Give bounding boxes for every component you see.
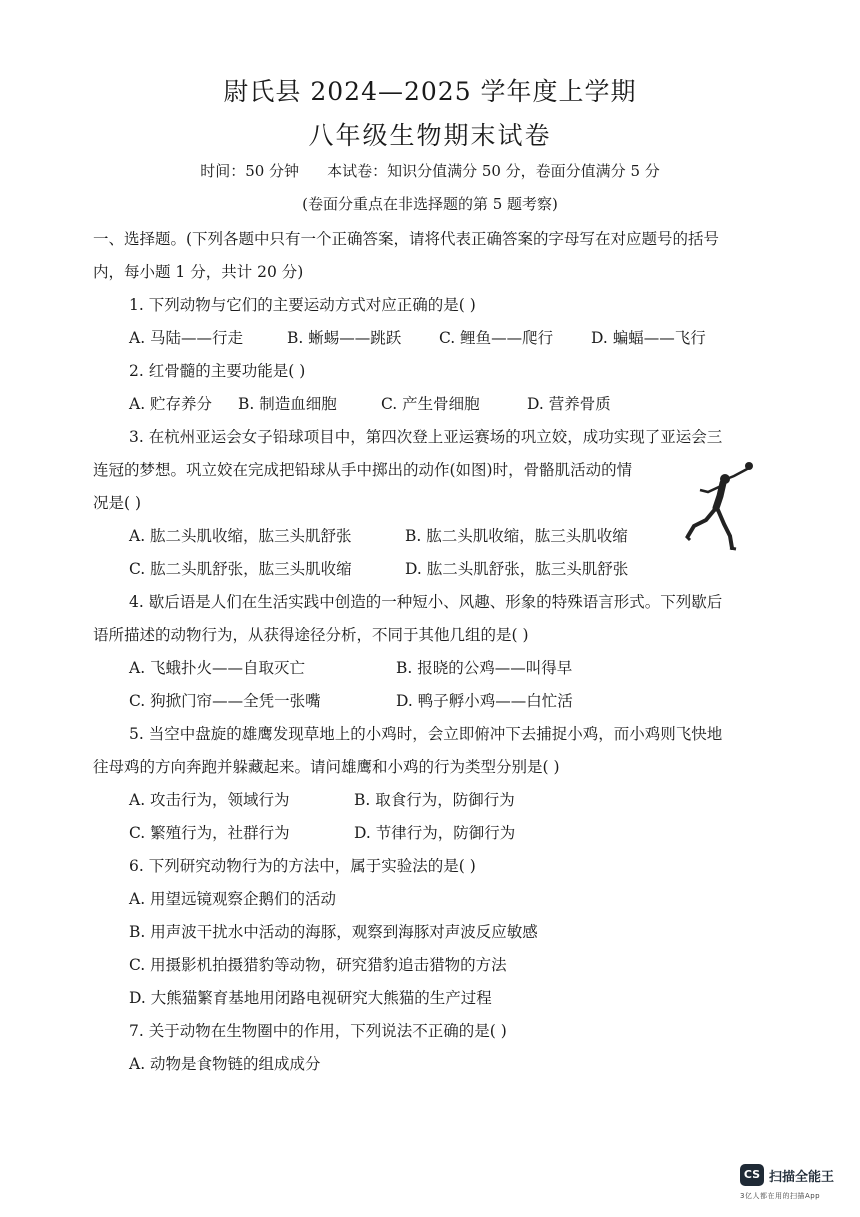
exam-note: (卷面分重点在非选择题的第 5 题考察) bbox=[302, 195, 558, 213]
question-3-stem-line3: 况是( ) bbox=[93, 494, 142, 512]
question-3-option-a: A. 肱二头肌收缩，肱三头肌舒张 bbox=[129, 527, 352, 545]
watermark-name: 扫描全能王 bbox=[769, 1170, 835, 1185]
question-1-option-d: D. 蝙蝠——飞行 bbox=[591, 329, 706, 347]
question-2-option-c: C. 产生骨细胞 bbox=[381, 395, 480, 413]
exam-time: 时间：50 分钟 bbox=[200, 162, 300, 180]
question-1-option-a: A. 马陆——行走 bbox=[129, 329, 244, 347]
exam-title-line1: 尉氏县 2024—2025 学年度上学期 bbox=[223, 77, 637, 106]
shot-put-athlete-illustration bbox=[676, 456, 766, 556]
question-5-option-c: C. 繁殖行为，社群行为 bbox=[129, 824, 290, 842]
question-4-option-a: A. 飞蛾扑火——自取灭亡 bbox=[129, 659, 306, 677]
question-5-stem-line1: 5. 当空中盘旋的雄鹰发现草地上的小鸡时，会立即俯冲下去捕捉小鸡，而小鸡则飞快地 bbox=[129, 725, 723, 743]
question-4-stem-line1: 4. 歇后语是人们在生活实践中创造的一种短小、风趣、形象的特殊语言形式。下列歇后 bbox=[129, 593, 723, 611]
question-5-option-a: A. 攻击行为，领域行为 bbox=[129, 791, 290, 809]
question-3-option-d: D. 肱二头肌舒张，肱三头肌舒张 bbox=[405, 560, 629, 578]
camscanner-logo-icon: CS bbox=[740, 1164, 764, 1186]
exam-score-info: 本试卷：知识分值满分 50 分，卷面分值满分 5 分 bbox=[327, 162, 660, 180]
question-5-option-b: B. 取食行为，防御行为 bbox=[354, 791, 515, 809]
question-3-option-c: C. 肱二头肌舒张，肱三头肌收缩 bbox=[129, 560, 352, 578]
question-4-stem-line2: 语所描述的动物行为，从获得途径分析，不同于其他几组的是( ) bbox=[93, 626, 529, 644]
question-3-stem-line1: 3. 在杭州亚运会女子铅球项目中，第四次登上亚运赛场的巩立姣，成功实现了亚运会三 bbox=[129, 428, 723, 446]
question-6-option-a: A. 用望远镜观察企鹅们的活动 bbox=[129, 890, 337, 908]
exam-title-line2: 八年级生物期末试卷 bbox=[308, 121, 552, 150]
question-1-option-b: B. 蜥蜴——跳跃 bbox=[287, 329, 402, 347]
question-2-option-d: D. 营养骨质 bbox=[527, 395, 611, 413]
question-4-option-b: B. 报晓的公鸡——叫得早 bbox=[396, 659, 573, 677]
question-5-stem-line2: 往母鸡的方向奔跑并躲藏起来。请问雄鹰和小鸡的行为类型分别是( ) bbox=[93, 758, 560, 776]
question-7-option-a: A. 动物是食物链的组成成分 bbox=[129, 1055, 321, 1073]
question-2-option-b: B. 制造血细胞 bbox=[238, 395, 337, 413]
question-4-option-c: C. 狗掀门帘——全凭一张嘴 bbox=[129, 692, 321, 710]
question-7-stem: 7. 关于动物在生物圈中的作用，下列说法不正确的是( ) bbox=[129, 1022, 507, 1040]
question-6-option-b: B. 用声波干扰水中活动的海豚，观察到海豚对声波反应敏感 bbox=[129, 923, 538, 941]
watermark-tagline: 3亿人都在用的扫描App bbox=[740, 1192, 821, 1200]
question-1-option-c: C. 鲤鱼——爬行 bbox=[439, 329, 554, 347]
question-3-stem-line2: 连冠的梦想。巩立姣在完成把铅球从手中掷出的动作(如图)时，骨骼肌活动的情 bbox=[93, 461, 633, 479]
question-6-stem: 6. 下列研究动物行为的方法中，属于实验法的是( ) bbox=[129, 857, 476, 875]
section-heading-line2: 内，每小题 1 分，共计 20 分) bbox=[93, 263, 304, 281]
question-1-stem: 1. 下列动物与它们的主要运动方式对应正确的是( ) bbox=[129, 296, 476, 314]
question-2-option-a: A. 贮存养分 bbox=[129, 395, 213, 413]
question-6-option-d: D. 大熊猫繁育基地用闭路电视研究大熊猫的生产过程 bbox=[129, 989, 492, 1007]
question-3-option-b: B. 肱二头肌收缩，肱三头肌收缩 bbox=[405, 527, 628, 545]
question-5-option-d: D. 节律行为，防御行为 bbox=[354, 824, 516, 842]
section-heading-line1: 一、选择题。(下列各题中只有一个正确答案，请将代表正确答案的字母写在对应题号的括号 bbox=[93, 230, 720, 248]
exam-info bbox=[0, 160, 860, 181]
question-2-stem: 2. 红骨髓的主要功能是( ) bbox=[129, 362, 306, 380]
question-6-option-c: C. 用摄影机拍摄猎豹等动物，研究猎豹追击猎物的方法 bbox=[129, 956, 507, 974]
scanner-watermark bbox=[740, 1164, 850, 1204]
question-4-option-d: D. 鸭子孵小鸡——白忙活 bbox=[396, 692, 573, 710]
